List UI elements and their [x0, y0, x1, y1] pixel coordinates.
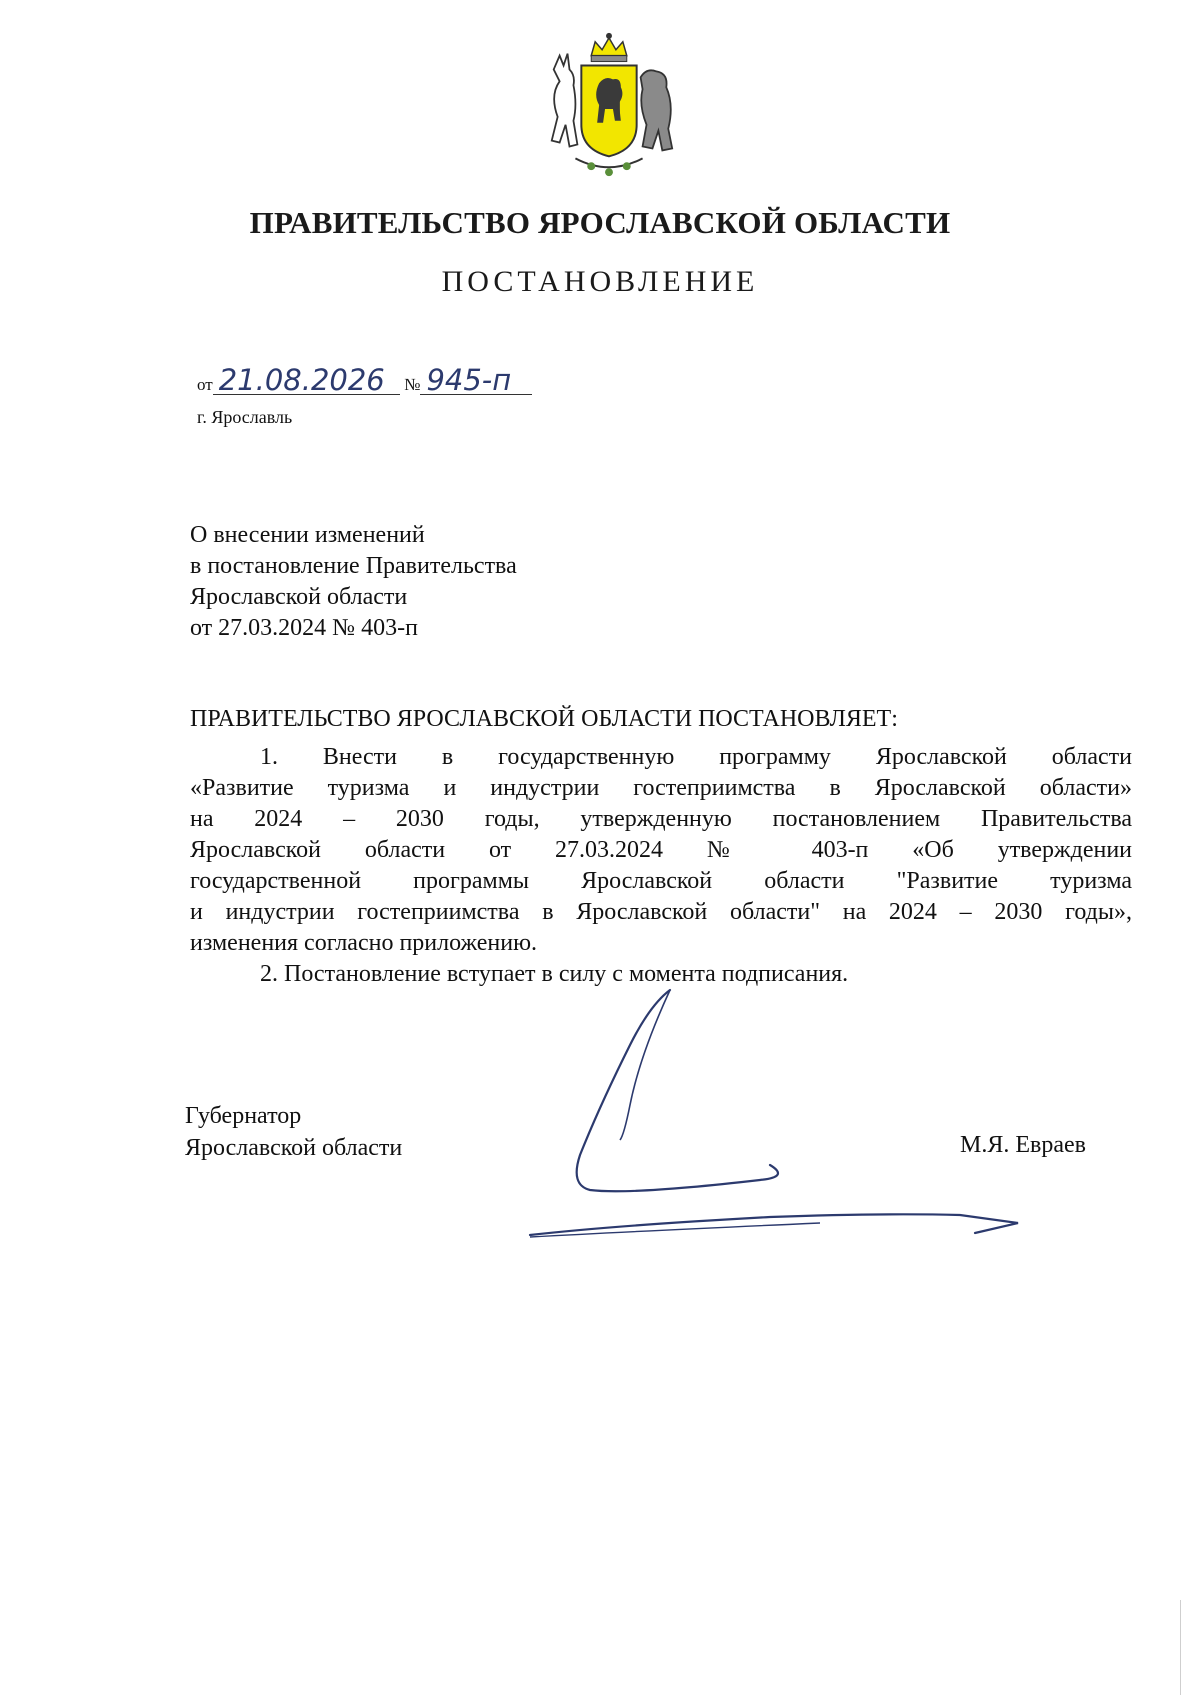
signer-name: М.Я. Евраев [960, 1132, 1086, 1158]
paragraph-line: «Развитие туризма и индустрии гостеприимства в Ярославской области» [190, 775, 1132, 801]
paragraph-line: изменения согласно приложению. [190, 930, 538, 956]
signature-icon [520, 985, 1040, 1255]
paragraph-line: 2. Постановление вступает в силу с момента подписания. [260, 961, 849, 987]
handwritten-date: 21.08.2026 [213, 366, 400, 395]
coat-of-arms-icon [530, 26, 688, 184]
subject-line: О внесении изменений [190, 522, 425, 548]
subject-line: от 27.03.2024 № 403-п [190, 615, 418, 641]
scan-edge-line [1180, 1600, 1181, 1695]
paragraph-line: на 2024 – 2030 годы, утвержденную постановлением Правительства [190, 806, 1132, 832]
subject-line: в постановление Правительства [190, 553, 517, 579]
signer-position-line: Ярославской области [185, 1135, 403, 1161]
paragraph-line: государственной программы Ярославской области "Развитие туризма [190, 868, 1132, 894]
city-line: г. Ярославль [197, 407, 293, 427]
paragraph-line: 1. Внести в государственную программу Ярославской области [260, 744, 1132, 770]
number-prefix: № [404, 375, 421, 394]
document-type: ПОСТАНОВЛЕНИЕ [441, 265, 759, 298]
paragraph-line: и индустрии гостеприимства в Ярославской области" на 2024 – 2030 годы», [190, 899, 1132, 925]
handwritten-number: 945-п [420, 366, 532, 395]
decree-body [190, 742, 1132, 990]
paragraph-line: Ярославской области от 27.03.2024 № 403-п «Об утверждении [190, 837, 1132, 863]
date-number-line [197, 363, 532, 397]
decree-heading: ПРАВИТЕЛЬСТВО ЯРОСЛАВСКОЙ ОБЛАСТИ ПОСТАНОВЛЯЕТ: [190, 706, 898, 732]
organization-title: ПРАВИТЕЛЬСТВО ЯРОСЛАВСКОЙ ОБЛАСТИ [249, 205, 951, 240]
document-subject [190, 520, 517, 644]
signer-position [185, 1100, 402, 1164]
date-prefix: от [197, 375, 213, 394]
signer-position-line: Губернатор [185, 1103, 302, 1129]
subject-line: Ярославской области [190, 584, 408, 610]
